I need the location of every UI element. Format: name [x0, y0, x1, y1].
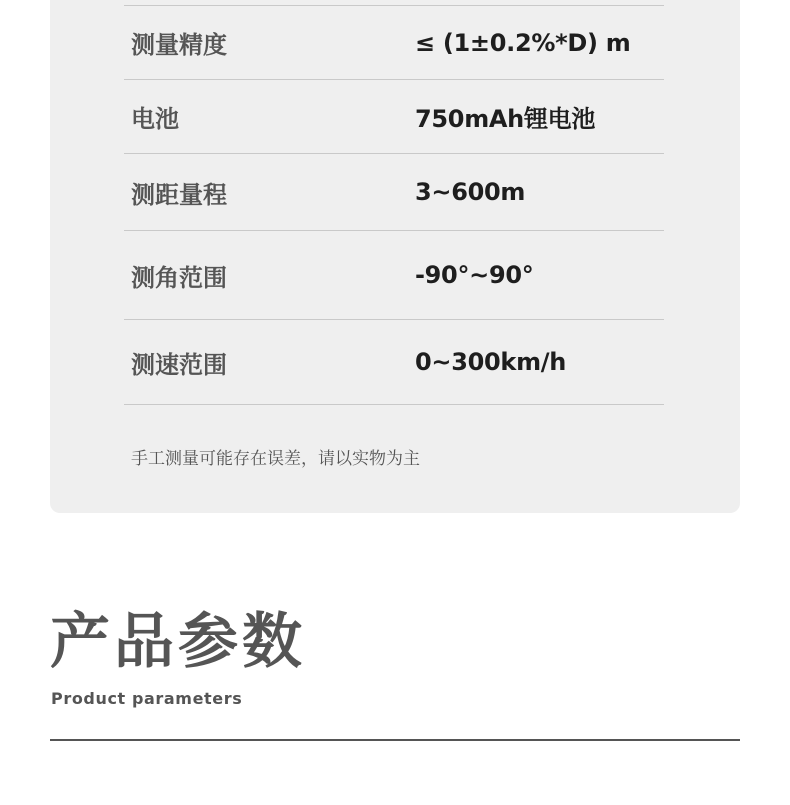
spec-row-speed [124, 319, 664, 405]
spec-row-accuracy [124, 5, 664, 79]
section-title: 产品参数 [50, 607, 306, 677]
section-subtitle: Product parameters [51, 689, 243, 708]
spec-row-battery [124, 79, 664, 153]
spec-label: 测量精度 [131, 31, 227, 59]
spec-card [50, 0, 740, 513]
section-divider [50, 739, 740, 741]
spec-value: ≤ (1±0.2%*D) m [415, 28, 631, 57]
spec-value: -90°~90° [415, 261, 534, 289]
spec-label: 电池 [131, 105, 179, 133]
spec-value: 0~300km/h [415, 348, 567, 376]
spec-row-angle [124, 230, 664, 319]
spec-table [124, 5, 664, 405]
disclaimer-note: 手工测量可能存在误差，请以实物为主 [131, 449, 420, 469]
spec-label: 测速范围 [131, 350, 227, 379]
spec-label: 测角范围 [131, 263, 227, 292]
spec-label: 测距量程 [131, 180, 227, 209]
spec-value: 750mAh锂电池 [415, 105, 596, 133]
spec-value: 3~600m [415, 178, 526, 206]
spec-row-range [124, 153, 664, 230]
